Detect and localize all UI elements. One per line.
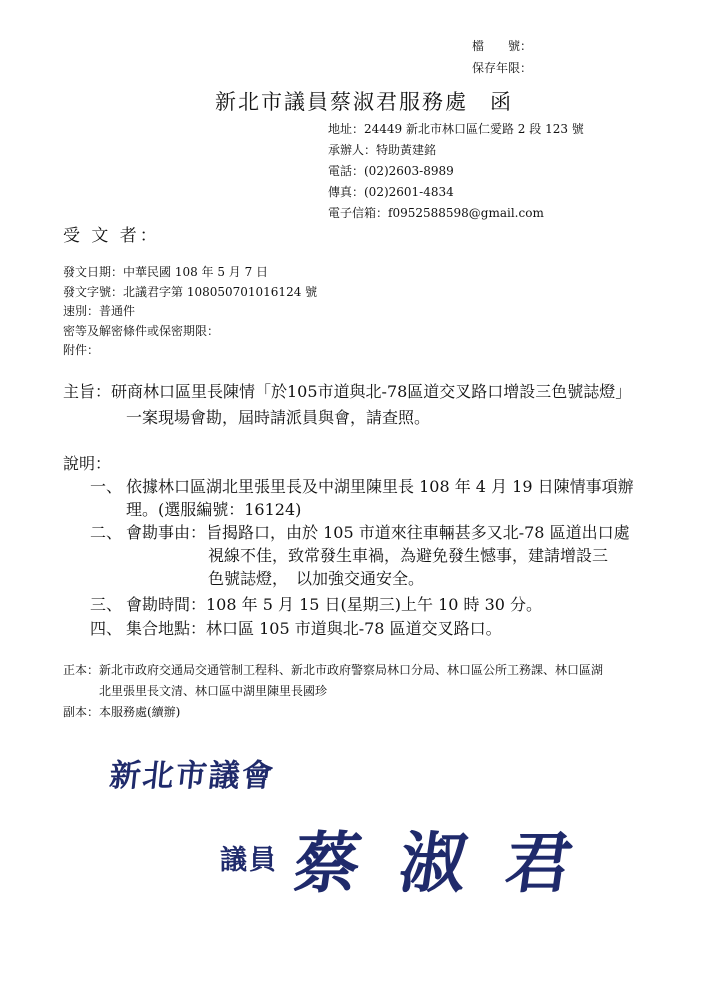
issue-ref-number: 發文字號：北議君字第 108050701016124 號: [63, 284, 318, 299]
address-line: 地址：24449 新北市林口區仁愛路 2 段 123 號: [328, 122, 584, 136]
item-number: 二、: [90, 523, 123, 542]
issue-date: 發文日期：中華民國 108 年 5 月 7 日: [63, 265, 269, 279]
item-number: 三、: [90, 595, 123, 614]
signature-stamp: [0, 730, 707, 930]
stamp-council-name: 新北市議會: [107, 758, 277, 794]
office-name: 新北市議員蔡淑君服務處: [215, 90, 468, 114]
item-line: 集合地點：林口區 105 市道與北-78 區道交叉路口。: [126, 619, 502, 638]
item-number: 四、: [90, 619, 123, 638]
item-line: 色號誌燈， 以加強交通安全。: [208, 569, 425, 588]
recipient-label: 受 文 者：: [63, 226, 160, 246]
subject-line-2: 一案現場會勘，屆時請派員與會，請查照。: [126, 408, 431, 427]
contact-block: [328, 121, 584, 226]
document-title: [215, 86, 513, 116]
main-recipients-line-2: 北里張里長文清、林口區中湖里陳里長國珍: [99, 684, 328, 698]
delivery-type: 速別：普通件: [63, 304, 136, 319]
item-line: 依據林口區湖北里張里長及中湖里陳里長 108 年 4 月 19 日陳情事項辦: [126, 477, 634, 496]
main-recipients-line-1: 正本：新北市政府交通局交通管制工程科、新北市政府警察局林口分局、林口區公所工務課、林口區湖: [63, 663, 604, 677]
file-number-label: 檔 號：: [471, 39, 532, 53]
email-line: 電子信箱：f0952588598@gmail.com: [328, 206, 544, 220]
retention-period-label: 保存年限：: [471, 61, 532, 75]
item-line: 理。(選服編號：16124): [126, 500, 302, 519]
fax-line: 傳真：(02)2601-4834: [328, 185, 454, 199]
item-line: 視線不佳，致常發生車禍，為避免發生憾事，建請增設三: [208, 546, 609, 565]
distribution-block: [63, 662, 603, 725]
item-line: 會勘時間：108 年 5 月 15 日(星期三)上午 10 時 30 分。: [126, 595, 543, 614]
subject-line-1: 主旨：研商林口區里長陳情「於105市道與北-78區道交叉路口增設三色號誌燈」: [63, 382, 632, 401]
item-line: 會勘事由：旨揭路口，由於 105 市道來往車輛甚多又北-78 區道出口處: [126, 523, 630, 542]
copy-recipients: 副本：本服務處(續辦): [63, 705, 181, 719]
handler-line: 承辦人：特助黃建銘: [328, 143, 437, 157]
issue-info: [63, 264, 317, 362]
security-level: 密等及解密條件或保密期限：: [63, 323, 220, 338]
explanation-heading: 說明：: [63, 454, 112, 473]
document-type: 函: [490, 90, 513, 114]
stamp-title: 議員: [220, 845, 278, 876]
file-meta: [472, 38, 532, 82]
stamp-councilor-name: 蔡淑君: [288, 825, 618, 902]
phone-line: 電話：(02)2603-8989: [328, 164, 454, 178]
item-number: 一、: [90, 477, 123, 496]
attachment: 附件：: [63, 343, 100, 358]
